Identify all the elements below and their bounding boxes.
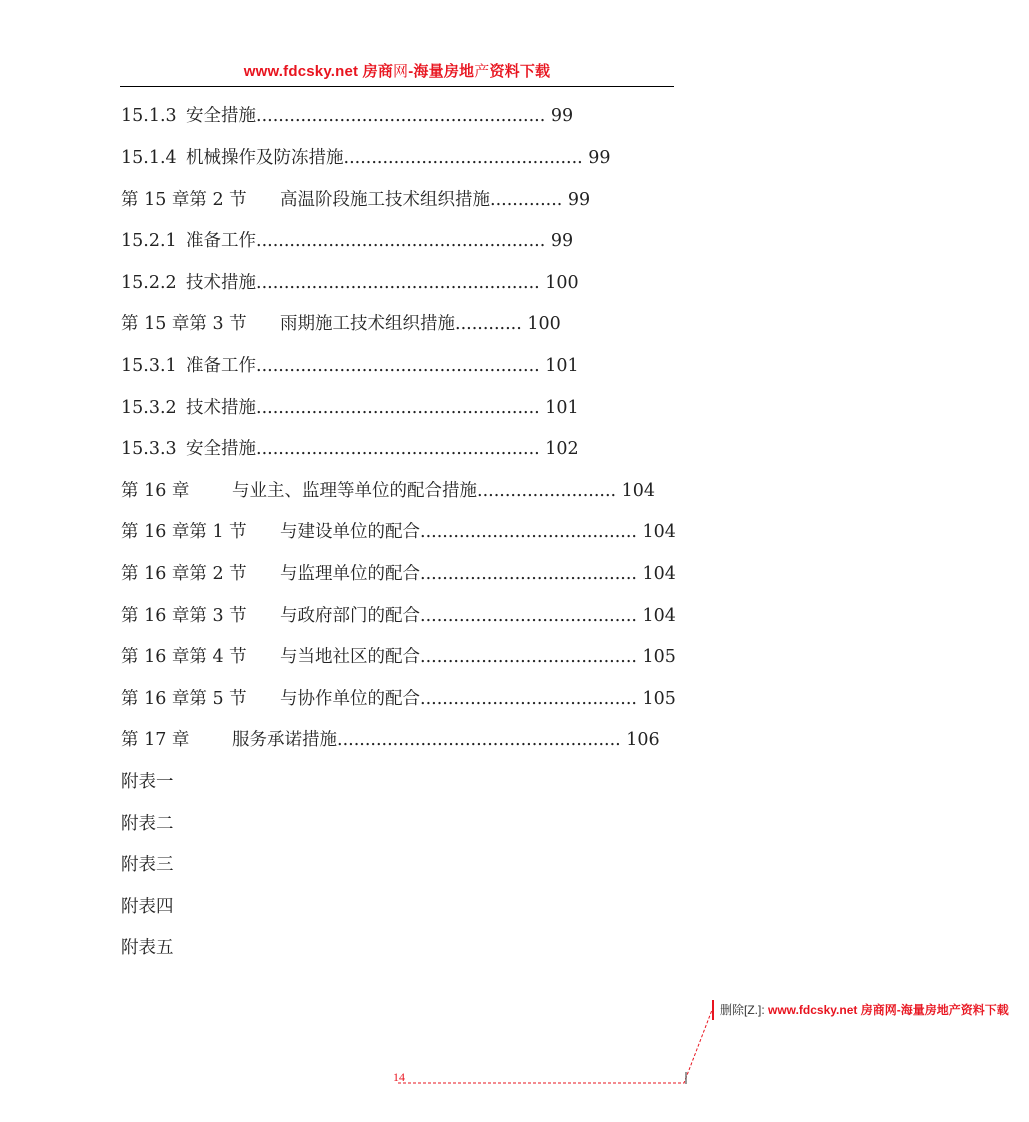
- toc-title: 准备工作: [186, 231, 256, 251]
- toc-leader: .......................................: [420, 606, 637, 626]
- header-tagline-thin: 产: [474, 63, 490, 80]
- toc-title: 高温阶段施工技术组织措施: [280, 190, 490, 210]
- toc-leader: .............: [490, 190, 563, 210]
- appendix-item[interactable]: 附表一: [121, 772, 174, 792]
- toc-title: 与当地社区的配合: [280, 647, 420, 667]
- toc-page: 104: [642, 564, 676, 584]
- toc-leader: ............: [455, 314, 522, 334]
- toc-number: 第 15 章第 3 节: [121, 314, 247, 334]
- header-tagline: -海量房地: [408, 63, 475, 80]
- toc-title: 技术措施: [186, 273, 256, 293]
- toc-title: 安全措施: [186, 439, 256, 459]
- toc-title: 与业主、监理等单位的配合措施: [232, 481, 477, 501]
- appendix-item[interactable]: 附表三: [121, 855, 174, 875]
- toc-title: 雨期施工技术组织措施: [280, 314, 455, 334]
- toc-leader: ....................................................: [256, 231, 546, 251]
- toc-leader: ...................................................: [337, 730, 621, 750]
- appendix-item[interactable]: 附表四: [121, 897, 174, 917]
- toc-number: 第 16 章第 2 节: [121, 564, 247, 584]
- header-name-thin: 网: [393, 63, 409, 80]
- comment-text: www.fdcsky.net 房商网-海量房地产资料下载: [768, 1003, 1009, 1017]
- toc-page: 104: [642, 522, 676, 542]
- toc-number: 第 16 章第 5 节: [121, 689, 247, 709]
- comment-prefix: 删除[Z.]:: [720, 1003, 765, 1017]
- toc-title: 服务承诺措施: [232, 730, 337, 750]
- toc-number: 15.3.1: [121, 356, 177, 376]
- toc-number: 15.2.2: [121, 273, 177, 293]
- toc-leader: ...................................................: [256, 439, 540, 459]
- toc-title: 与政府部门的配合: [280, 606, 420, 626]
- header-name: 房商: [362, 63, 394, 80]
- page-number: 14: [393, 1070, 405, 1084]
- toc-number: 第 16 章第 4 节: [121, 647, 247, 667]
- toc-number: 15.3.2: [121, 398, 177, 418]
- appendix-item[interactable]: 附表五: [121, 938, 174, 958]
- toc-page: 99: [550, 231, 574, 251]
- header-site: www.fdcsky.net: [243, 63, 359, 80]
- toc-leader: .......................................: [420, 689, 637, 709]
- header-tagline-end: 资料下载: [489, 63, 551, 80]
- toc-title: 与建设单位的配合: [280, 522, 420, 542]
- toc-page: 99: [567, 190, 591, 210]
- toc-number: 第 15 章第 2 节: [121, 190, 247, 210]
- toc-leader: ...........................................: [343, 148, 583, 168]
- toc-page: 100: [527, 314, 561, 334]
- toc-number: 15.3.3: [121, 439, 177, 459]
- toc-number: 15.1.4: [121, 148, 177, 168]
- toc-page: 100: [545, 273, 579, 293]
- toc-number: 第 17 章: [121, 730, 190, 750]
- toc-leader: ...................................................: [256, 398, 540, 418]
- toc-number: 第 16 章第 1 节: [121, 522, 247, 542]
- toc-leader: .........................: [477, 481, 617, 501]
- toc-title: 与协作单位的配合: [280, 689, 420, 709]
- toc-leader: ...................................................: [256, 273, 540, 293]
- appendix-item[interactable]: 附表二: [121, 814, 174, 834]
- toc-title: 与监理单位的配合: [280, 564, 420, 584]
- toc-page: 105: [642, 689, 676, 709]
- toc-leader: .......................................: [420, 522, 637, 542]
- toc-page: 106: [626, 730, 660, 750]
- toc-page: 99: [588, 148, 611, 168]
- toc-page: 102: [545, 439, 579, 459]
- toc-page: 104: [642, 606, 676, 626]
- toc-title: 机械操作及防冻措施: [186, 148, 344, 168]
- toc-page: 101: [545, 356, 579, 376]
- toc-page: 101: [545, 398, 579, 418]
- toc-leader: ....................................................: [256, 106, 546, 126]
- toc-leader: ...................................................: [256, 356, 540, 376]
- toc-number: 15.2.1: [121, 231, 177, 251]
- toc-number: 第 16 章: [121, 481, 190, 501]
- toc-number: 15.1.3: [121, 106, 177, 126]
- toc-page: 104: [621, 481, 656, 501]
- toc-title: 技术措施: [186, 398, 256, 418]
- toc-page: 105: [642, 647, 676, 667]
- toc-leader: .......................................: [420, 647, 637, 667]
- toc-leader: .......................................: [420, 564, 637, 584]
- toc-number: 第 16 章第 3 节: [121, 606, 247, 626]
- toc-title: 安全措施: [186, 106, 256, 126]
- toc-page: 99: [550, 106, 574, 126]
- toc-title: 准备工作: [186, 356, 256, 376]
